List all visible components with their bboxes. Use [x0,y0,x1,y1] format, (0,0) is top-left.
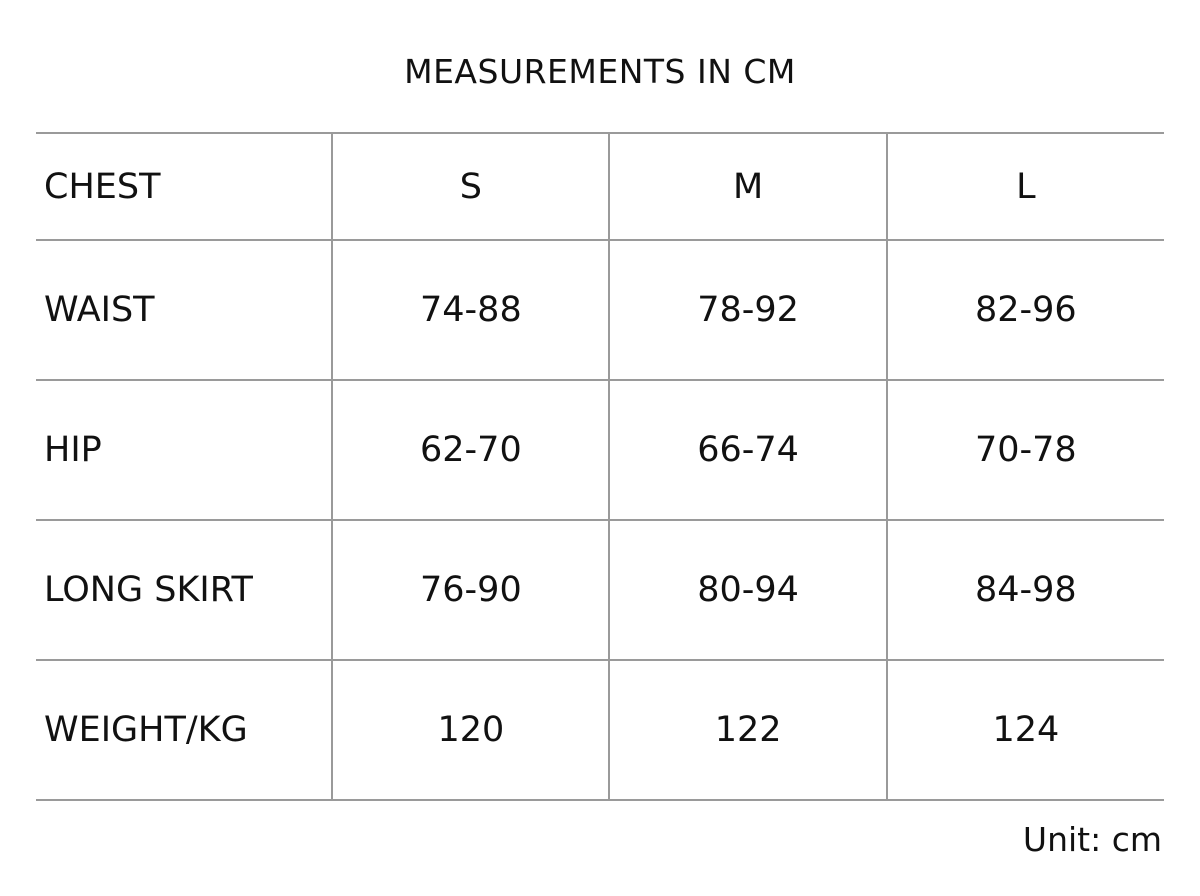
row-label: LONG SKIRT [36,520,332,660]
header-size-m: M [609,133,886,240]
table-row [36,520,1164,660]
size-table [36,132,1164,801]
table-header-row [36,133,1164,240]
table-cell: 74-88 [332,240,609,380]
table-row [36,660,1164,800]
table-cell: 124 [887,660,1164,800]
header-size-l: L [887,133,1164,240]
row-label: WEIGHT/KG [36,660,332,800]
row-label: WAIST [36,240,332,380]
chart-title: MEASUREMENTS IN CM [404,52,796,91]
table-row [36,240,1164,380]
unit-note: Unit: cm [1022,820,1162,859]
table-cell: 62-70 [332,380,609,520]
header-size-s: S [332,133,609,240]
table-cell: 70-78 [887,380,1164,520]
table-cell: 76-90 [332,520,609,660]
row-label: HIP [36,380,332,520]
table-cell: 122 [609,660,886,800]
table-cell: 80-94 [609,520,886,660]
table-cell: 78-92 [609,240,886,380]
table-cell: 82-96 [887,240,1164,380]
table-cell: 120 [332,660,609,800]
header-label-cell: CHEST [36,133,332,240]
table-row [36,380,1164,520]
table-cell: 66-74 [609,380,886,520]
table-cell: 84-98 [887,520,1164,660]
